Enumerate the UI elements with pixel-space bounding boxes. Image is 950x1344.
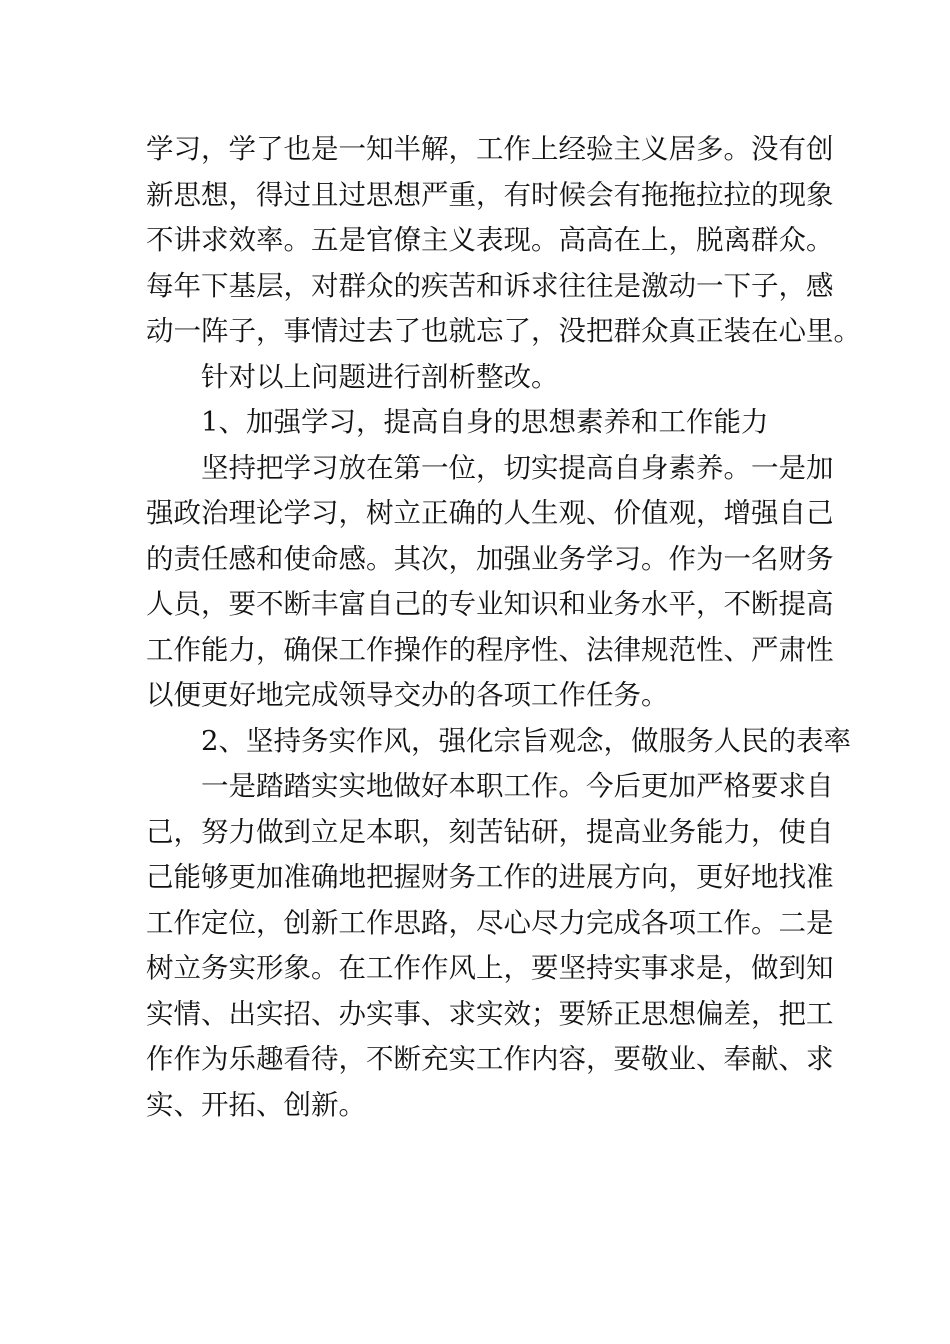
text-line: 实情、出实招、办实事、求实效；要矫正思想偏差，把工	[146, 997, 834, 1030]
text-line: 人员，要不断丰富自己的专业知识和业务水平，不断提高	[146, 588, 834, 620]
text-line: 每年下基层，对群众的疾苦和诉求往往是激动一下子，感	[146, 269, 834, 302]
section-heading-1: 1、加强学习，提高自身的思想素养和工作能力	[201, 406, 769, 438]
text-line: 的责任感和使命感。其次，加强业务学习。作为一名财务	[146, 542, 834, 575]
text-line: 以便更好地完成领导交办的各项工作任务。	[146, 679, 669, 711]
section-heading-2: 2、坚持务实作风，强化宗旨观念，做服务人民的表率	[201, 724, 851, 757]
text-line: 动一阵子，事情过去了也就忘了，没把群众真正装在心里。	[146, 315, 861, 347]
text-line: 强政治理论学习，树立正确的人生观、价值观，增强自己	[146, 497, 834, 529]
text-line-indented: 一是踏踏实实地做好本职工作。今后更加严格要求自	[201, 770, 834, 802]
text-line: 作作为乐趣看待，不断充实工作内容，要敬业、奉献、求	[146, 1043, 834, 1075]
text-line: 工作能力，确保工作操作的程序性、法律规范性、严肃性	[146, 633, 834, 666]
text-line: 新思想，得过且过思想严重，有时候会有拖拖拉拉的现象	[146, 178, 834, 211]
text-line: 实、开拓、创新。	[146, 1088, 366, 1121]
document-body	[146, 127, 861, 1128]
text-line: 己能够更加准确地把握财务工作的进展方向，更好地找准	[146, 861, 834, 893]
text-line-indented: 针对以上问题进行剖析整改。	[201, 360, 559, 393]
text-line-indented: 坚持把学习放在第一位，切实提高自身素养。一是加	[201, 451, 834, 484]
text-line: 树立务实形象。在工作作风上，要坚持实事求是，做到知	[146, 952, 834, 984]
text-line: 己，努力做到立足本职，刻苦钻研，提高业务能力，使自	[146, 815, 834, 848]
text-line: 不讲求效率。五是官僚主义表现。高高在上，脱离群众。	[146, 224, 834, 256]
text-line: 学习，学了也是一知半解，工作上经验主义居多。没有创	[146, 133, 834, 165]
text-line: 工作定位，创新工作思路，尽心尽力完成各项工作。二是	[146, 906, 834, 939]
